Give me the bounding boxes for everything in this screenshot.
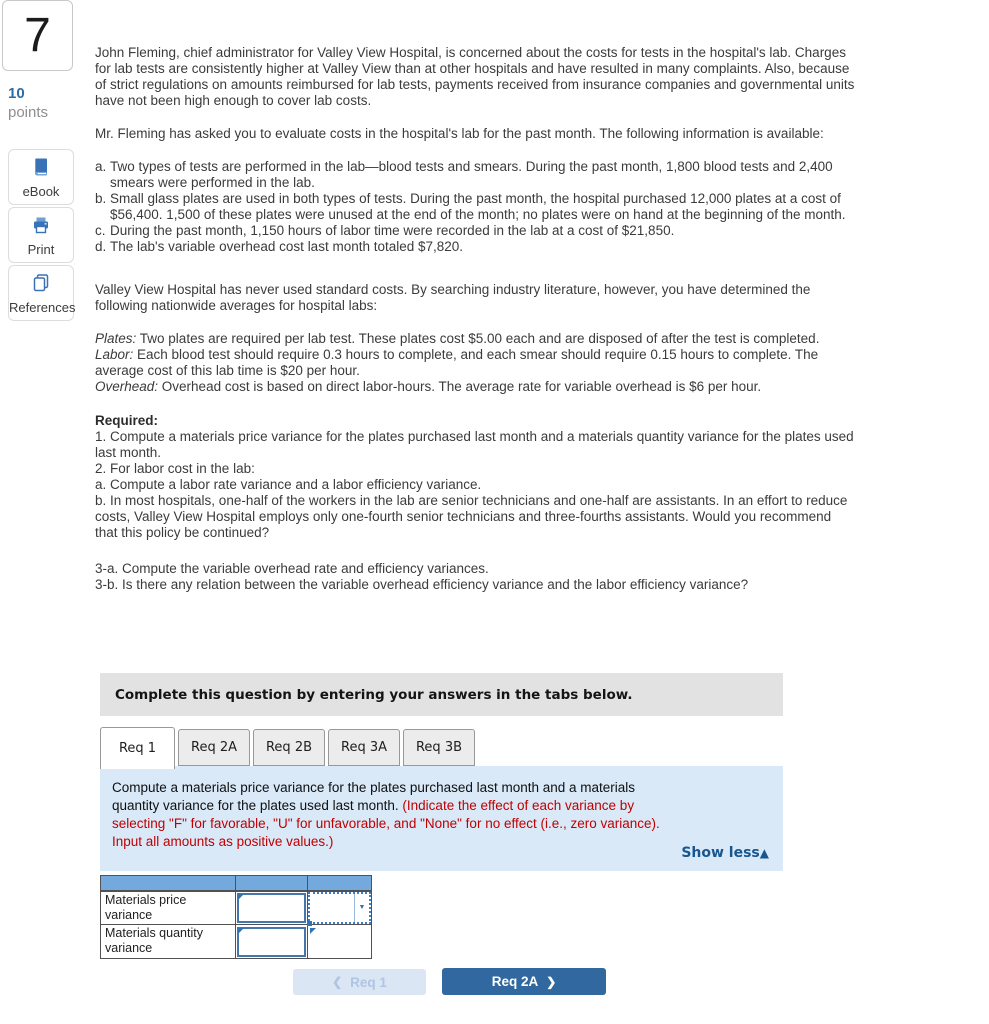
answers-table xyxy=(100,875,372,959)
standard-labor: Labor: Each blood test should require 0.3 hours to complete, and each smear should require 0.15 hours to complete. The average cost of this lab time is $20 per hour. xyxy=(95,347,819,378)
problem-paragraph-1: John Fleming, chief administrator for Valley View Hospital, is concerned about the costs for tests in the hospital's lab. Charges for lab tests are consistently higher at Valley View than at other hospitals and have resulted in many complaints. Also, because of strict regulations on amounts reimbursed for lab tests, payments received from insurance companies and governmental units have not been high enough to cover lab costs. xyxy=(95,45,855,108)
required-item: 2. For labor cost in the lab: xyxy=(95,461,255,476)
required-item: 3-a. Compute the variable overhead rate and efficiency variances. xyxy=(95,561,489,576)
problem-paragraph-2: Mr. Fleming has asked you to evaluate costs in the hospital's lab for the past month. The following information is available: xyxy=(95,126,824,141)
table-row-materials-quantity xyxy=(101,925,372,959)
given-info-list xyxy=(95,159,855,255)
tab-req-1[interactable]: Req 1 xyxy=(100,727,175,769)
materials-price-variance-amount-input[interactable] xyxy=(237,893,306,923)
list-item: c. During the past month, 1,150 hours of labor time were recorded in the lab at a cost of $21,850. xyxy=(95,223,675,238)
required-block xyxy=(95,413,855,541)
prev-requirement-button[interactable]: ❮ Req 1 xyxy=(293,969,426,995)
references-label: References xyxy=(9,300,76,315)
answer-banner xyxy=(100,673,783,716)
printer-icon xyxy=(31,215,51,235)
question-number-box xyxy=(2,0,73,71)
standard-plates: Plates: Two plates are required per lab test. These plates cost $5.00 each and are disposed of after the test is completed. xyxy=(95,331,820,346)
instruction-text-red: (Indicate the effect of each variance by selecting "F" for favorable, "U" for unfavorable, and "None" for no effect (i.e., zero variance). Input all amounts as positive values.) xyxy=(112,798,660,849)
table-row-materials-price xyxy=(101,891,372,925)
required-item: b. In most hospitals, one-half of the workers in the lab are senior technicians and one-half are assistants. In an effort to reduce costs, Valley View Hospital employs only one-fourth senior technicians and three-fourths assistants. Would you recommend that this policy be continued? xyxy=(95,493,848,540)
instruction-panel xyxy=(100,766,783,871)
show-less-link[interactable]: Show less▲ xyxy=(681,845,769,861)
materials-quantity-variance-effect-cell[interactable] xyxy=(308,926,371,958)
problem-paragraph-3: Valley View Hospital has never used standard costs. By searching industry literature, however, you have determined the following nationwide averages for hospital labs: xyxy=(95,282,811,313)
required-item: a. Compute a labor rate variance and a labor efficiency variance. xyxy=(95,477,482,492)
requirement-tabs xyxy=(100,728,783,766)
table-header-cell xyxy=(236,876,308,891)
standards-block xyxy=(95,331,855,395)
tab-navigation xyxy=(100,968,783,998)
answer-banner-text: Complete this question by entering your answers in the tabs below. xyxy=(115,686,633,703)
book-icon xyxy=(31,157,51,177)
next-requirement-button[interactable]: Req 2A ❯ xyxy=(442,968,606,995)
tab-req-2b[interactable]: Req 2B xyxy=(253,729,325,766)
required-heading: Required: xyxy=(95,413,159,428)
table-header-cell xyxy=(101,876,236,891)
resource-toolbar xyxy=(8,149,74,323)
required-item: 3-b. Is there any relation between the variable overhead efficiency variance and the labor efficiency variance? xyxy=(95,577,749,592)
materials-quantity-variance-amount-input[interactable] xyxy=(237,927,306,957)
tab-req-3b[interactable]: Req 3B xyxy=(403,729,475,766)
list-item: b. Small glass plates are used in both types of tests. During the past month, the hospital purchased 12,000 plates at a cost of $56,400. 1,500 of these plates were unused at the end of the month; no plates were on hand at the beginning of the month. xyxy=(95,191,846,222)
references-icon xyxy=(31,273,51,293)
tab-req-2a[interactable]: Req 2A xyxy=(178,729,250,766)
print-label: Print xyxy=(27,242,55,257)
chevron-right-icon: ❯ xyxy=(546,974,557,989)
ebook-label: eBook xyxy=(22,184,60,199)
list-item: d. The lab's variable overhead cost last month totaled $7,820. xyxy=(95,239,464,254)
row-label: Materials price variance xyxy=(101,891,236,925)
points-value: 10 xyxy=(8,85,25,102)
materials-price-variance-effect-dropdown[interactable] xyxy=(308,892,371,924)
row-label: Materials quantity variance xyxy=(101,925,236,959)
chevron-down-icon[interactable]: ▼ xyxy=(354,894,369,922)
required-item: 1. Compute a materials price variance for the plates purchased last month and a materials quantity variance for the plates used last month. xyxy=(95,429,854,460)
instruction-text xyxy=(112,779,660,851)
points-label: points xyxy=(8,104,49,121)
print-button[interactable] xyxy=(8,207,74,263)
dropdown-selected-value xyxy=(310,894,354,922)
table-header-cell xyxy=(308,876,372,891)
ebook-button[interactable] xyxy=(8,149,74,205)
answer-section xyxy=(100,673,783,998)
tab-req-3a[interactable]: Req 3A xyxy=(328,729,400,766)
list-item: a. Two types of tests are performed in the lab—blood tests and smears. During the past month, 1,800 blood tests and 2,400 smears were performed in the lab. xyxy=(95,159,833,190)
standard-overhead: Overhead: Overhead cost is based on direct labor-hours. The average rate for variable overhead is $6 per hour. xyxy=(95,379,762,394)
instruction-text-black: Compute a materials price variance for the plates purchased last month and a materials quantity variance for the plates used last month. xyxy=(112,780,636,813)
table-header-row xyxy=(101,876,372,891)
chevron-left-icon: ❮ xyxy=(332,975,343,989)
points-indicator xyxy=(8,84,48,122)
problem-body xyxy=(95,45,855,609)
references-button[interactable] xyxy=(8,265,74,321)
question-number: 7 xyxy=(24,9,51,62)
triangle-up-icon: ▲ xyxy=(759,846,769,860)
required-block-2 xyxy=(95,561,855,593)
